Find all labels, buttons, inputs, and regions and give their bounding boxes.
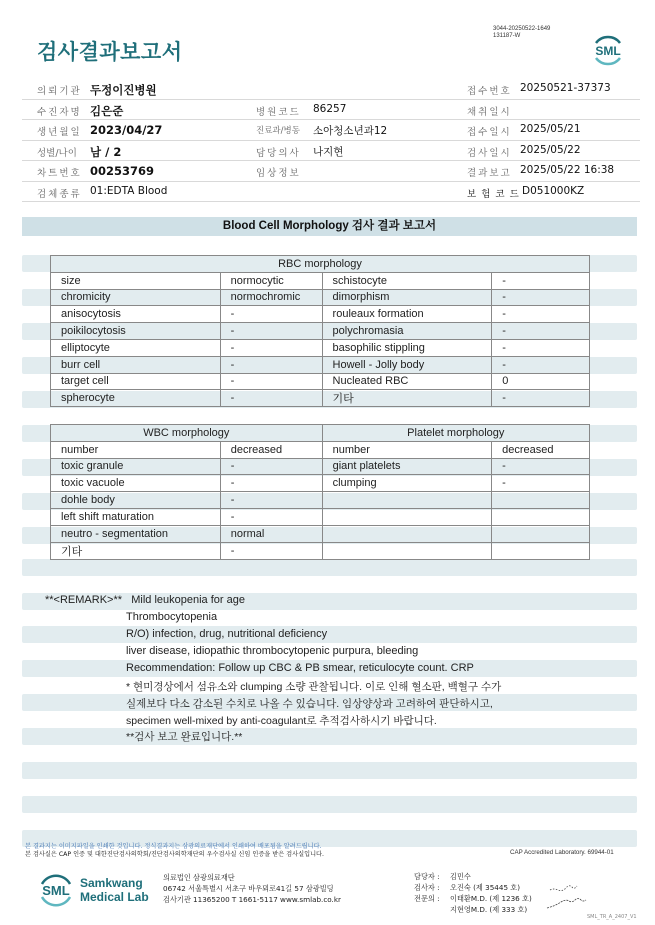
info-row [22,79,640,100]
cell: - [220,390,322,407]
cell: - [492,272,590,289]
value-patient-name: 김은준 [90,103,124,118]
address-line: 06742 서울특별시 서초구 바우뫼로41길 57 삼광빌딩 [163,884,334,893]
cell: basophilic stippling [322,339,492,356]
cell: Howell - Jolly body [322,356,492,373]
cell: anisocytosis [51,306,221,323]
cell: neutro - segmentation [51,525,221,542]
signature-scribble-icon [545,878,615,918]
value-report-datetime: 2025/05/22 16:38 [520,164,615,176]
label-requesting-institution: 의뢰기관 [37,86,82,97]
info-row [22,120,640,141]
cell: - [492,339,590,356]
table-row [51,356,590,373]
staff-name: 이태환M.D. (제 1236 호) [450,894,532,903]
label-chart-no: 차트번호 [37,168,82,179]
cell: toxic granule [51,458,221,475]
platelet-table-title: Platelet morphology [322,425,589,442]
info-row [22,161,640,182]
value-chart-no: 00253769 [90,164,155,178]
form-code: SML_TR_A_2407_V1 [587,914,637,920]
staff-role: 전문의 : [414,894,440,903]
cell: dimorphism [322,289,492,306]
staff-row [414,871,532,882]
cell [492,542,590,559]
cell: decreased [492,441,590,458]
rbc-morphology-table [50,255,590,407]
cell: size [51,272,221,289]
value-sex-age: 남 / 2 [90,144,122,159]
doc-id-line-1: 3044-20250522-1649 [493,26,551,32]
sml-logo-icon [588,30,628,70]
cell: - [220,508,322,525]
cell: - [492,356,590,373]
cell: target cell [51,373,221,390]
cell: - [492,306,590,323]
info-row [22,141,640,162]
label-sex-age: 성별/나이 [37,147,77,159]
remark-line: Mild leukopenia for age [131,594,245,606]
remark-line: 실제보다 다소 감소된 수치로 나올 수 있습니다. 임상양상과 고려하여 판단하시고, [126,698,493,710]
row-band [22,626,637,643]
cell: - [492,323,590,340]
staff-role [414,904,450,915]
table-row [51,492,590,509]
cell: chromicity [51,289,221,306]
cell: poikilocytosis [51,323,221,340]
cell: - [220,458,322,475]
staff-signatures [414,871,532,915]
cell [322,525,492,542]
staff-row [414,904,532,915]
document-id [493,26,550,40]
remark-line: * 현미경상에서 섬유소와 clumping 소량 관찰됩니다. 이로 인해 혈소판, 백혈구 수가 [126,681,502,693]
remark-line: R/O) infection, drug, nutritional deficiency [126,628,328,640]
patient-info-section [22,79,640,202]
cell: schistocyte [322,272,492,289]
label-patient-name: 수진자명 [37,106,82,118]
cell: elliptocyte [51,339,221,356]
staff-role: 담당자 : [414,872,440,881]
lab-address [163,872,341,905]
table-row [51,272,590,289]
label-clinical-info: 임상정보 [256,168,301,179]
label-receipt-no: 접수번호 [467,86,512,97]
table-row [51,390,590,407]
value-specimen-type: 01:EDTA Blood [90,184,168,197]
cell [322,492,492,509]
cell: - [220,475,322,492]
cell: rouleaux formation [322,306,492,323]
cell [322,508,492,525]
cell: - [220,373,322,390]
remark-line: liver disease, idiopathic thrombocytopenic purpura, bleeding [126,645,419,657]
row-band [22,559,637,576]
page-title: 검사결과보고서 [37,40,183,64]
cell: - [220,339,322,356]
remark-line: specimen well-mixed by anti-coagulant로 추적검사하시기 바랍니다. [126,715,437,727]
cell: left shift maturation [51,508,221,525]
table-row [51,373,590,390]
table-row [51,542,590,559]
cell [492,525,590,542]
cell: normocytic [220,272,322,289]
cell: decreased [220,441,322,458]
cap-accreditation: CAP Accredited Laboratory. 69944-01 [510,849,614,856]
staff-name: 오진숙 (제 35445 호) [450,883,521,892]
svg-text:SML: SML [42,883,70,898]
staff-row [414,893,532,904]
address-line: 검사기관 11365200 T 1661-5117 www.smlab.co.kr [163,895,341,904]
staff-name: 지현영M.D. (제 333 호) [450,905,528,914]
svg-text:SML: SML [595,44,621,58]
footer-brand [80,876,149,904]
wbc-table-title: WBC morphology [51,425,323,442]
table-row [51,525,590,542]
cell: - [492,475,590,492]
value-receipt-no: 20250521-37373 [520,82,611,94]
cell [492,508,590,525]
cell: - [220,542,322,559]
info-row [22,100,640,121]
cell: - [492,458,590,475]
info-row [22,182,640,203]
cell: - [492,289,590,306]
cell: normochromic [220,289,322,306]
remark-first-line [45,594,245,606]
label-department: 진료과/병동 [256,126,300,136]
value-hospital-code: 86257 [313,102,347,115]
table-row [51,306,590,323]
table-row [51,475,590,492]
cell: giant platelets [322,458,492,475]
value-receipt-date: 2025/05/21 [520,123,581,135]
cell: 0 [492,373,590,390]
label-physician: 담당의사 [256,147,301,159]
cell: - [220,306,322,323]
cell: - [492,390,590,407]
value-insurance-code: D051000KZ [522,184,585,197]
accreditation-notice: 본 검사실은 CAP 인증 및 대한진단검사의학회/진단검사의학재단의 우수검사실 신임 인증을 받은 검사실입니다. [25,851,324,858]
section-title: Blood Cell Morphology 검사 결과 보고서 [22,217,637,236]
value-test-date: 2025/05/22 [520,143,581,156]
remark-line: **검사 보고 완료입니다.** [126,731,243,743]
cell [322,542,492,559]
value-birth-date: 2023/04/27 [90,123,163,137]
label-receipt-date: 접수일시 [467,127,512,138]
label-insurance-code: 보 험 코 드 [467,188,520,200]
staff-name: 김민수 [450,872,471,881]
staff-role: 검사자 : [414,883,440,892]
rbc-table-title: RBC morphology [51,256,590,273]
cell: dohle body [51,492,221,509]
value-physician: 나지현 [313,145,344,158]
cell: clumping [322,475,492,492]
table-row [51,323,590,340]
table-row [51,289,590,306]
cell: spherocyte [51,390,221,407]
cell: burr cell [51,356,221,373]
table-row [51,458,590,475]
staff-row [414,882,532,893]
cell: - [220,492,322,509]
cell: normal [220,525,322,542]
label-test-date: 검사일시 [467,147,512,159]
wbc-platelet-morphology-table [50,424,590,560]
doc-id-line-2: 131187-W [493,33,521,39]
label-hospital-code: 병원코드 [256,106,301,118]
cell [492,492,590,509]
cell: 기타 [322,390,492,407]
row-band [22,762,637,779]
sml-footer-logo-icon [36,871,76,909]
row-band [22,728,637,745]
cell: Nucleated RBC [322,373,492,390]
value-department: 소아청소년과12 [313,125,388,137]
cell: - [220,323,322,340]
label-birth-date: 생년월일 [37,127,82,138]
table-row [51,339,590,356]
label-report-datetime: 결과보고 [467,168,512,179]
row-band [22,796,637,813]
cell: polychromasia [322,323,492,340]
cell: number [322,441,492,458]
printed-image-notice: 본 결과지는 이미지파일을 인쇄한 것입니다. 정식결과지는 삼광의료재단에서 인쇄하여 배포됨을 알려드립니다. [25,843,322,850]
cell: toxic vacuole [51,475,221,492]
value-requesting-institution: 두정이진병원 [90,83,157,97]
cell: number [51,441,221,458]
brand-line: Samkwang [80,876,143,890]
label-collection-datetime: 채취일시 [467,106,512,118]
cell: - [220,356,322,373]
table-row [51,508,590,525]
cell: 기타 [51,542,221,559]
remark-line: Thrombocytopenia [126,611,218,623]
address-line: 의료법인 삼광의료재단 [163,873,235,882]
table-row [51,441,590,458]
remark-label: **<REMARK>** [45,594,123,606]
label-specimen-type: 검체종류 [37,188,82,200]
remark-line: Recommendation: Follow up CBC & PB smear, reticulocyte count. CRP [126,662,474,674]
brand-line: Medical Lab [80,890,149,904]
